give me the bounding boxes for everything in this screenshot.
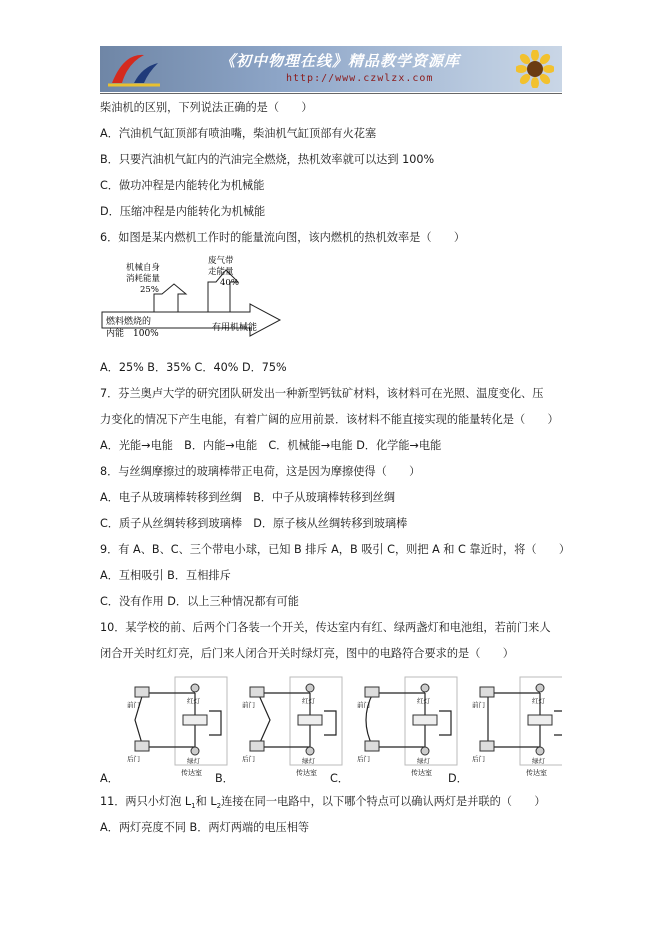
machine-loss-line1: 机械自身 [126, 263, 161, 273]
q7-stem-2: 力变化的情况下产生电能，有着广阔的应用前景．该材料不能直接实现的能量转化是（ ） [100, 413, 559, 426]
green-light-label: 绿灯 [187, 757, 200, 765]
fuel-label: 燃料燃烧的 [106, 317, 152, 327]
exhaust-line2: 走能量 [208, 267, 234, 277]
circuit-diagrams [100, 675, 562, 785]
circuit-b [242, 677, 342, 777]
q6-options: A．25% B．35% C．40% D．75% [100, 361, 287, 374]
back-door-label: 后门 [127, 755, 140, 763]
q5-option-b: B．只要汽油机气缸内的汽油完全燃烧，热机效率就可以达到 100% [100, 153, 435, 166]
banner-title: 《初中物理在线》精品教学资源库 [220, 52, 461, 70]
q10-option-d: D． [448, 772, 468, 785]
exhaust-line1: 废气带 [208, 256, 234, 266]
fuel-percent: 内能 100% [106, 329, 159, 339]
guard-room-label: 传达室 [411, 769, 432, 777]
guard-room-label: 传达室 [181, 769, 202, 777]
guard-room-label: 传达室 [296, 769, 317, 777]
green-light-label: 绿灯 [302, 757, 315, 765]
q10-stem-2: 闭合开关时红灯亮，后门来人闭合开关时绿灯亮，图中的电路符合要求的是（ ） [100, 647, 514, 660]
circuit-c [357, 677, 457, 777]
banner-url[interactable]: http://www.czwlzx.com [286, 73, 434, 84]
q6-stem: 6．如图是某内燃机工作时的能量流向图，该内燃机的热机效率是（ ） [100, 231, 466, 244]
q5-option-c: C．做功冲程是内能转化为机械能 [100, 179, 265, 192]
useful-energy-label: 有用机械能 [212, 323, 258, 333]
q8-options-cd: C．质子从丝绸转移到玻璃棒 D．原子核从丝绸转移到玻璃棒 [100, 517, 408, 530]
red-light-label: 红灯 [187, 697, 200, 705]
q10-option-b: B． [215, 772, 234, 785]
site-logo-icon [104, 49, 162, 89]
q11-stem: 11．两只小灯泡 $L_1$和 $L_2$连接在同一电路中，以下哪个特点可以确认两灯是并联的（ ） [100, 795, 546, 811]
q10-option-c: C． [330, 772, 349, 785]
q9-options-cd: C．没有作用 D．以上三种情况都有可能 [100, 595, 299, 608]
front-door-label: 前门 [357, 701, 370, 709]
q10-stem-1: 10．某学校的前、后两个门各装一个开关，传达室内有红、绿两盏灯和电池组，若前门来人 [100, 621, 551, 634]
q5-stem-end: 柴油机的区别，下列说法正确的是（ ） [100, 101, 313, 114]
q5-option-a: A．汽油机气缸顶部有喷油嘴，柴油机气缸顶部有火花塞 [100, 127, 377, 140]
q8-stem: 8．与丝绸摩擦过的玻璃棒带正电荷，这是因为摩擦使得（ ） [100, 465, 421, 478]
header-banner [100, 46, 562, 92]
q8-options-ab: A．电子从玻璃棒转移到丝绸 B．中子从玻璃棒转移到丝绸 [100, 491, 396, 504]
q9-stem: 9．有 A、B、C、三个带电小球，已知 B 排斥 A，B 吸引 C，则把 A 和 C 靠近时，将（ ） [100, 543, 571, 556]
front-door-label: 前门 [127, 701, 140, 709]
red-light-label: 红灯 [417, 697, 430, 705]
q5-option-d: D．压缩冲程是内能转化为机械能 [100, 205, 266, 218]
circuit-d [472, 677, 562, 777]
front-door-label: 前门 [472, 701, 485, 709]
q9-options-ab: A．互相吸引 B．互相排斥 [100, 569, 231, 582]
q11-options-ab: A．两灯亮度不同 B．两灯两端的电压相等 [100, 821, 310, 834]
q7-stem-1: 7．芬兰奥卢大学的研究团队研发出一种新型钙钛矿材料，该材料可在光照、温度变化、压 [100, 387, 544, 400]
red-light-label: 红灯 [532, 697, 545, 705]
circuit-a [127, 677, 227, 777]
guard-room-label: 传达室 [526, 769, 547, 777]
back-door-label: 后门 [242, 755, 255, 763]
machine-loss-line2: 消耗能量 [126, 274, 161, 284]
green-light-label: 绿灯 [532, 757, 545, 765]
exhaust-percent: 40% [220, 278, 239, 288]
sunflower-icon [516, 50, 554, 88]
header-divider [100, 93, 562, 94]
back-door-label: 后门 [472, 755, 485, 763]
q7-options: A．光能→电能 B．内能→电能 C．机械能→电能 D．化学能→电能 [100, 439, 442, 452]
red-light-label: 红灯 [302, 697, 315, 705]
machine-loss-percent: 25% [140, 285, 159, 295]
green-light-label: 绿灯 [417, 757, 430, 765]
back-door-label: 后门 [357, 755, 370, 763]
q10-option-a: A． [100, 772, 119, 785]
front-door-label: 前门 [242, 701, 255, 709]
energy-flow-diagram [100, 254, 285, 354]
